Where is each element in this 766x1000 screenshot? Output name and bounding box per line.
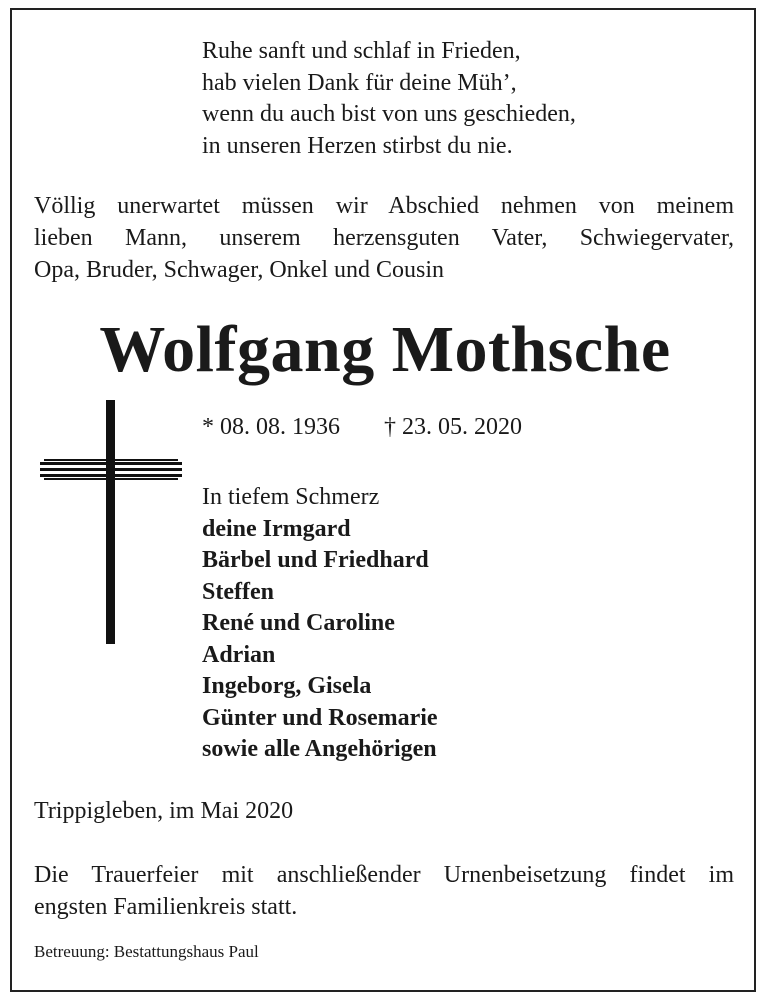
mourner-name: Günter und Rosemarie [202,704,438,731]
mourner-name: Steffen [202,578,274,605]
intro-line: Völlig unerwartet müssen wir Abschied nehmen von meinem [34,193,734,219]
funeral-line: Die Trauerfeier mit anschließender Urnenbeisetzung findet im [34,862,734,888]
mourner-name: Adrian [202,641,276,668]
mourner-name: sowie alle Angehörigen [202,736,437,762]
mourner-name: deine Irmgard [202,515,351,542]
intro-line: lieben Mann, unserem herzensguten Vater, Schwiegervater, [34,225,734,251]
poem-line: hab vielen Dank für deine Müh’, [202,69,517,96]
mourner-name: René und Caroline [202,610,395,636]
life-dates [202,414,522,441]
death-date: † 23. 05. 2020 [384,414,522,440]
place-date: Trippigleben, im Mai 2020 [34,798,294,824]
deceased-name: Wolfgang Mothsche [99,313,671,386]
birth-date: * 08. 08. 1936 [202,414,340,440]
poem-line: Ruhe sanft und schlaf in Frieden, [202,38,521,64]
intro-line: Opa, Bruder, Schwager, Onkel und Cousin [34,257,445,283]
cross-icon [40,400,182,644]
poem [202,36,576,162]
mourners [202,482,438,766]
poem-line: in unseren Herzen stirbst du nie. [202,132,513,159]
mourners-heading: In tiefem Schmerz [202,484,380,510]
mourner-name: Bärbel und Friedhard [202,547,429,573]
funeral-home-credit: Betreuung: Bestattungshaus Paul [34,942,259,961]
funeral-line: engsten Familienkreis statt. [34,893,298,920]
poem-line: wenn du auch bist von uns geschieden, [202,101,576,127]
mourner-name: Ingeborg, Gisela [202,673,372,699]
funeral-notice [34,860,734,923]
obituary-frame [10,8,756,992]
intro-text [34,190,734,286]
